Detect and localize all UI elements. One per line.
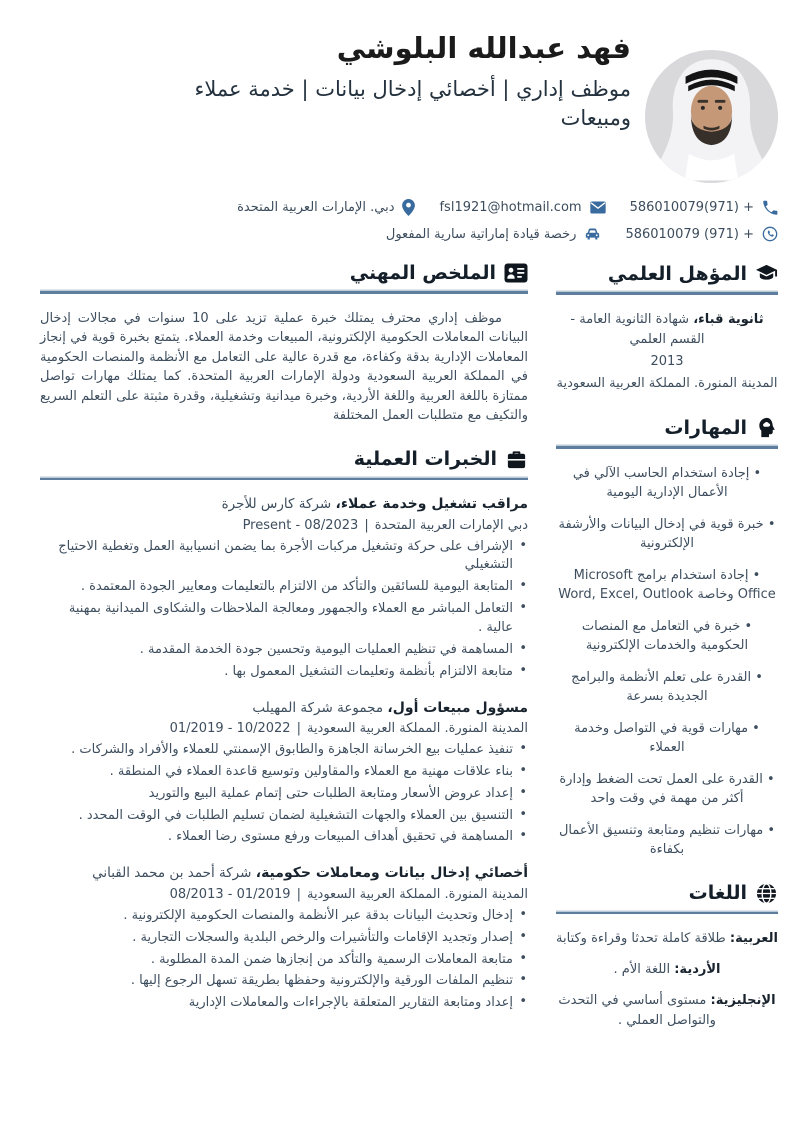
- job-location: دبي الإمارات العربية المتحدة: [374, 517, 528, 533]
- job-title-line: [40, 699, 528, 719]
- language-item: [556, 929, 778, 949]
- skill-item: • القدرة على تعلم الأنظمة والبرامج الجديدة بسرعة: [556, 668, 778, 707]
- location-item: [237, 199, 415, 216]
- job-bullet: • التنسيق بين العملاء والجهات التشغيلية لضمان تسليم الطلبات في الوقت المحدد .: [40, 807, 528, 826]
- globe-icon: [755, 882, 778, 905]
- job-company: شركة كارس للأجرة: [221, 496, 332, 512]
- license-item: [386, 227, 602, 242]
- language-level: مستوى أساسي في التحدث والتواصل العملي .: [558, 993, 716, 1029]
- job-bullet: • إدخال وتحديث البيانات بدقة عبر الأنظمة والمنصات الحكومية الإلكترونية .: [40, 907, 528, 926]
- whatsapp-item: [625, 226, 778, 242]
- job-entry: [40, 864, 528, 1013]
- language-name: الأردية:: [674, 962, 721, 978]
- job-bullet: • المتابعة اليومية للسائقين والتأكد من الالتزام بالتعليمات ومعايير الجودة المعتمدة .: [40, 578, 528, 597]
- job-company: شركة أحمد بن محمد القباني: [92, 865, 252, 882]
- contact-block: [40, 199, 778, 242]
- job-location: المدينة المنورة. المملكة العربية السعودية: [306, 886, 528, 902]
- job-bullets: [40, 741, 528, 847]
- skill-item: • خبرة في التعامل مع المنصات الحكومية والخدمات الإلكترونية: [556, 617, 778, 656]
- phone-number: 586010079(971) +: [629, 200, 754, 215]
- job-bullets: [40, 907, 528, 1013]
- job-bullet: • التعامل المباشر مع العملاء والجمهور ومعالجة الملاحظات والشكاوى الميدانية بمهنية عالية .: [40, 600, 528, 638]
- languages-section: [556, 882, 778, 1032]
- car-icon: [584, 227, 601, 241]
- section-rule: [556, 292, 778, 295]
- job-bullet: • متابعة المعاملات الرسمية والتأكد من إنجازها ضمن المدة المطلوبة .: [40, 951, 528, 970]
- language-item: [556, 960, 778, 980]
- job-title-line: [40, 495, 528, 515]
- job-bullet: • الإشراف على حركة وتشغيل مركبات الأجرة بما يضمن انسيابية العمل وتغطية الاحتياج التشغيلي: [40, 538, 528, 576]
- education-location: المدينة المنورة. المملكة العربية السعودية: [556, 375, 778, 391]
- sidebar: [556, 262, 778, 1054]
- job-dates: 08/2013 - 01/2019: [169, 886, 291, 902]
- education-section: [556, 262, 778, 394]
- job-company: مجموعة شركة المهيلب: [252, 699, 384, 716]
- skills-header: [556, 416, 778, 439]
- degree-text: شهادة الثانوية العامة - القسم العلمي: [570, 311, 705, 347]
- school-name: ثانوية قباء،: [693, 311, 764, 327]
- jobs-list: [40, 495, 528, 1013]
- job-meta-line: [40, 887, 528, 902]
- experience-header: [40, 448, 528, 471]
- job-bullets: [40, 538, 528, 682]
- contact-row-2: [40, 226, 778, 242]
- education-header: [556, 262, 778, 285]
- skill-item: • مهارات قوية في التواصل وخدمة العملاء: [556, 719, 778, 758]
- skill-item: • مهارات تنظيم ومتابعة وتنسيق الأعمال بكفاءة: [556, 821, 778, 860]
- language-level: طلاقة كاملة تحدثا وقراءة وكتابة: [556, 931, 726, 947]
- summary-title: الملخص المهني: [349, 262, 496, 284]
- languages-list: [556, 929, 778, 1032]
- avatar-illustration: [645, 50, 778, 183]
- job-entry: [40, 495, 528, 682]
- languages-header: [556, 882, 778, 905]
- job-entry: [40, 699, 528, 848]
- job-meta-line: [40, 721, 528, 736]
- job-meta-separator: |: [296, 721, 301, 737]
- location-pin-icon: [402, 199, 415, 216]
- education-year: 2013: [650, 353, 684, 369]
- job-title: أخصائي إدخال بيانات ومعاملات حكومية،: [255, 865, 528, 882]
- language-name: الإنجليزية:: [710, 993, 776, 1009]
- skills-list: [556, 464, 778, 860]
- job-bullet: • المساهمة في تحقيق أهداف المبيعات ورفع مستوى رضا العملاء .: [40, 828, 528, 847]
- experience-section: [40, 448, 528, 1014]
- section-rule: [556, 912, 778, 915]
- job-bullet: • متابعة الالتزام بأنظمة وتعليمات التشغيل المعمول بها .: [40, 663, 528, 682]
- whatsapp-number: 586010079 (971) +: [625, 226, 754, 242]
- job-meta-separator: |: [296, 886, 301, 902]
- email-item: [439, 200, 605, 215]
- job-bullet: • إعداد عروض الأسعار ومتابعة الطلبات حتى إتمام عملية البيع والتوريد: [40, 785, 528, 804]
- job-bullet: • تنفيذ عمليات بيع الخرسانة الجاهزة والطابوق الإسمنتي للعملاء والأفراد والشركات .: [40, 741, 528, 760]
- job-dates: Present - 08/2023: [242, 517, 359, 533]
- license-text: رخصة قيادة إماراتية سارية المفعول: [385, 226, 577, 242]
- job-bullet: • إصدار وتجديد الإقامات والتأشيرات والرخص البلدية والسجلات التجارية .: [40, 929, 528, 948]
- main-column: [40, 262, 528, 1054]
- job-title: مراقب تشغيل وخدمة عملاء،: [335, 496, 528, 512]
- briefcase-icon: [505, 448, 528, 471]
- education-degree: [556, 310, 778, 350]
- skills-section: [556, 416, 778, 860]
- graduation-cap-icon: [755, 262, 778, 285]
- candidate-name: فهد عبدالله البلوشي: [336, 31, 631, 65]
- location-text: دبي. الإمارات العربية المتحدة: [237, 200, 395, 215]
- phone-item: [630, 200, 778, 216]
- header: [40, 28, 778, 183]
- section-rule: [40, 291, 528, 294]
- job-bullet: • تنظيم الملفات الورقية والإلكترونية وحفظها بطريقة تسهل الرجوع إليها .: [40, 972, 528, 991]
- job-bullet: • إعداد ومتابعة التقارير المتعلقة بالإجراءات والمعاملات الإدارية: [40, 994, 528, 1013]
- languages-title: اللغات: [688, 882, 747, 905]
- whatsapp-icon: [762, 226, 778, 242]
- language-level: اللغة الأم .: [613, 962, 671, 978]
- job-meta-separator: |: [364, 517, 369, 533]
- section-rule: [40, 478, 528, 481]
- job-location: المدينة المنورة. المملكة العربية السعودية: [306, 721, 528, 737]
- head-gear-icon: [755, 416, 778, 439]
- job-dates: 01/2019 - 10/2022: [169, 721, 291, 737]
- skill-item: • إجادة استخدام برامج Microsoft Office وخاصة Word, Excel, Outlook: [556, 566, 778, 605]
- skills-title: المهارات: [664, 416, 747, 439]
- job-meta-line: [40, 518, 528, 533]
- skill-item: • خبرة قوية في إدخال البيانات والأرشفة الإلكترونية: [556, 515, 778, 554]
- education-title: المؤهل العلمي: [607, 262, 747, 285]
- job-bullet: • بناء علاقات مهنية مع العملاء والمقاولين وتوسيع قاعدة العملاء في المنطقة .: [40, 763, 528, 782]
- content-columns: [40, 262, 778, 1054]
- email-icon: [590, 201, 606, 214]
- header-text: [40, 28, 631, 133]
- candidate-headline: موظف إداري | أخصائي إدخال بيانات | خدمة عملاء ومبيعات: [194, 77, 631, 131]
- job-title: مسؤول مبيعات أول،: [387, 699, 528, 716]
- language-item: [556, 991, 778, 1031]
- summary-header: [40, 262, 528, 284]
- profile-photo: [645, 50, 778, 183]
- job-title-line: [40, 864, 528, 884]
- skill-item: • القدرة على العمل تحت الضغط وإدارة أكثر من مهمة في وقت واحد: [556, 770, 778, 809]
- summary-section: [40, 262, 528, 426]
- phone-icon: [762, 200, 778, 216]
- contact-row-1: [40, 199, 778, 216]
- education-body: [556, 310, 778, 395]
- skill-item: • إجادة استخدام الحاسب الآلي في الأعمال الإدارية اليومية: [556, 464, 778, 503]
- id-card-icon: [504, 263, 528, 283]
- experience-title: الخبرات العملية: [353, 448, 497, 470]
- job-bullet: • المساهمة في تنظيم العمليات اليومية وتحسين جودة الخدمة المقدمة .: [40, 641, 528, 660]
- language-name: العربية:: [729, 931, 778, 947]
- summary-text: موظف إداري محترف يمتلك خبرة عملية تزيد على 10 سنوات في مجالات إدخال البيانات المعاملات الحكومية الإلكترونية، المبيعات وخدمة العملاء. يتمتع بخبرة قوية في إنجاز المعاملات الإدارية بدقة وكفاءة، مع قدرة عالية على التعامل مع الأنظمة والمنصات الحكومية في المملكة العربية السعودية ودولة الإمارات العربية المتحدة. كما يمتلك مهارات تواصل ممتازة باللغة العربية واللغة الأردية، وخبرة ميدانية وتشغيلية، وقدرة مثبتة على التعلم السريع والتكيف مع متطلبات العمل المختلفة: [40, 310, 528, 423]
- email-address: fsl1921@hotmail.com: [439, 200, 582, 215]
- section-rule: [556, 446, 778, 449]
